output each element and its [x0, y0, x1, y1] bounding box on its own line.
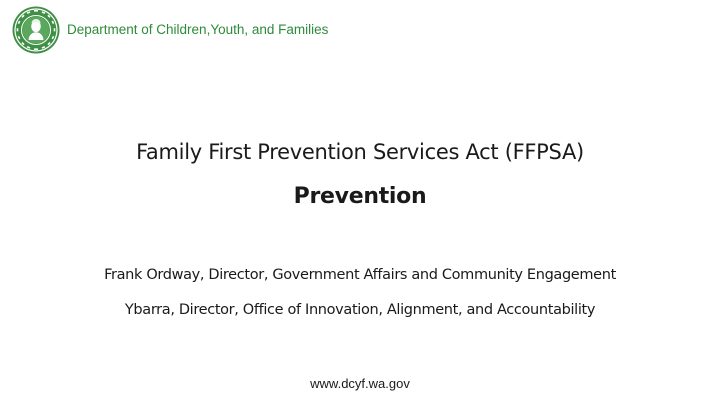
department-name: Department of Children,Youth, and Families — [67, 21, 329, 37]
footer-url: www.dcyf.wa.gov — [310, 376, 410, 391]
presenter-line-2: Ybarra, Director, Office of Innovation, Alignment, and Accountability — [124, 302, 596, 318]
slide-subtitle: Prevention — [293, 184, 427, 209]
washington-state-seal-icon — [12, 6, 60, 54]
header — [12, 6, 328, 54]
slide-title: Family First Prevention Services Act (FFPSA) — [136, 140, 584, 164]
presenter-line-1: Frank Ordway, Director, Government Affairs and Community Engagement — [104, 267, 616, 283]
